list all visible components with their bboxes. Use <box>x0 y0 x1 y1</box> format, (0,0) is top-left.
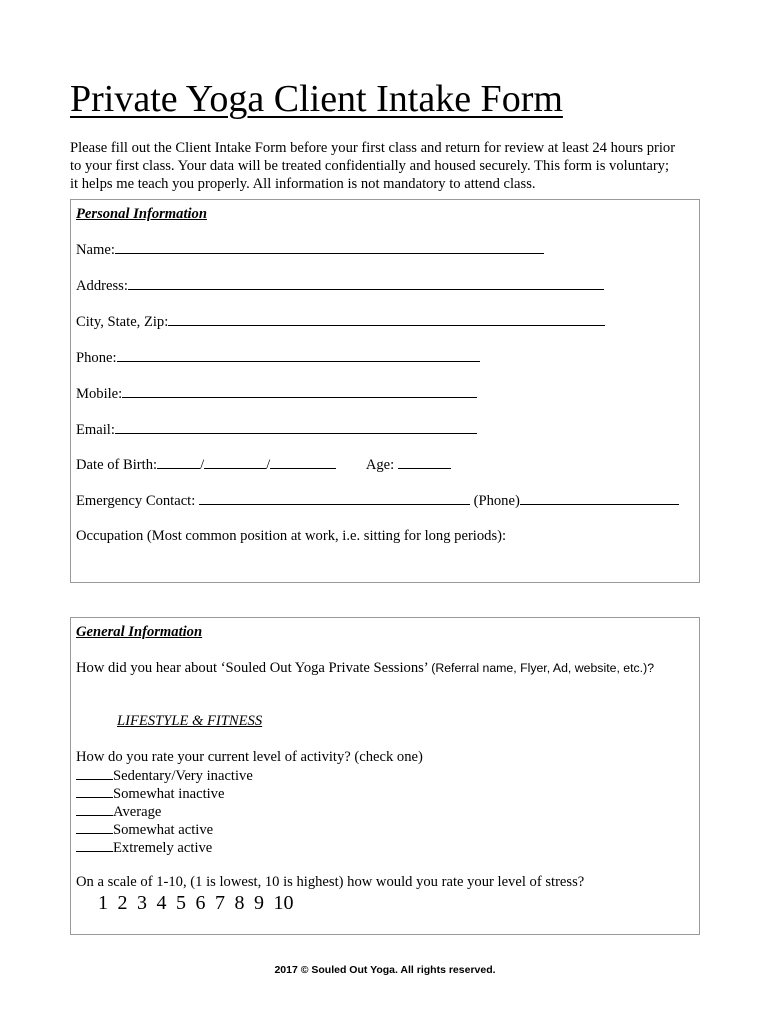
dob-month-field[interactable] <box>157 455 200 469</box>
intro-paragraph <box>70 139 710 193</box>
activity-checkbox[interactable] <box>76 838 113 852</box>
name-label: Name: <box>76 242 115 258</box>
address-row <box>76 276 604 295</box>
mobile-label: Mobile: <box>76 386 123 402</box>
activity-checkbox[interactable] <box>76 820 113 834</box>
referral-question-text: How did you hear about ‘Souled Out Yoga Private Sessions’ <box>76 660 428 676</box>
activity-checkbox[interactable] <box>76 784 113 798</box>
activity-checkbox[interactable] <box>76 766 113 780</box>
general-information-section <box>70 617 700 935</box>
dob-separator: / <box>200 457 205 473</box>
activity-option[interactable] <box>76 766 253 785</box>
personal-information-heading: Personal Information <box>76 206 207 222</box>
email-field[interactable] <box>115 420 477 434</box>
stress-scale-option[interactable]: 4 <box>156 892 167 914</box>
copyright-footer: 2017 © Souled Out Yoga. All rights reserved. <box>274 964 496 976</box>
activity-option-label: Average <box>113 804 162 820</box>
activity-checkbox[interactable] <box>76 802 113 816</box>
lifestyle-fitness-heading: LIFESTYLE & FITNESS <box>117 713 263 729</box>
mobile-field[interactable] <box>122 384 477 398</box>
activity-option[interactable] <box>76 820 213 839</box>
dob-label: Date of Birth: <box>76 457 158 473</box>
page-title: Private Yoga Client Intake Form <box>70 78 563 120</box>
activity-question: How do you rate your current level of activity? (check one) <box>76 749 423 765</box>
activity-option[interactable] <box>76 838 212 857</box>
intro-line: it helps me teach you properly. All information is not mandatory to attend class. <box>70 176 536 192</box>
activity-option-label: Somewhat active <box>113 822 214 838</box>
stress-scale-option[interactable]: 10 <box>273 892 294 914</box>
stress-scale <box>98 892 303 914</box>
stress-scale-option[interactable]: 6 <box>195 892 206 914</box>
activity-option[interactable] <box>76 784 224 803</box>
occupation-label: Occupation (Most common position at work, i.e. sitting for long periods): <box>76 528 507 544</box>
phone-label: Phone: <box>76 350 117 366</box>
stress-scale-option[interactable]: 8 <box>234 892 245 914</box>
stress-scale-option[interactable]: 1 <box>98 892 108 914</box>
age-field[interactable] <box>398 455 451 469</box>
city-state-zip-row <box>76 312 605 331</box>
intro-line: to your first class. Your data will be treated confidentially and housed securely. This form is voluntary; <box>70 158 670 174</box>
stress-scale-option[interactable]: 9 <box>254 892 264 914</box>
address-label: Address: <box>76 278 128 294</box>
phone-row <box>76 348 480 367</box>
personal-information-section <box>70 199 700 583</box>
referral-hint: (Referral name, Flyer, Ad, website, etc.)? <box>431 661 655 675</box>
activity-option-label: Somewhat inactive <box>113 786 225 802</box>
emergency-contact-field[interactable] <box>199 491 470 505</box>
general-information-heading: General Information <box>76 624 203 640</box>
dob-age-row <box>76 455 451 474</box>
referral-question <box>76 659 654 677</box>
mobile-row <box>76 384 477 403</box>
emergency-contact-label: Emergency Contact: <box>76 493 196 509</box>
stress-scale-option[interactable]: 3 <box>137 892 147 914</box>
dob-day-field[interactable] <box>204 455 266 469</box>
dob-separator: / <box>266 457 271 473</box>
activity-option-label: Extremely active <box>113 840 213 856</box>
city-state-zip-label: City, State, Zip: <box>76 314 169 330</box>
activity-option[interactable] <box>76 802 161 821</box>
activity-option-label: Sedentary/Very inactive <box>113 768 253 784</box>
city-state-zip-field[interactable] <box>168 312 605 326</box>
name-row <box>76 240 544 259</box>
email-label: Email: <box>76 422 115 438</box>
emergency-phone-field[interactable] <box>520 491 679 505</box>
address-field[interactable] <box>128 276 604 290</box>
emergency-contact-row <box>76 491 679 510</box>
name-field[interactable] <box>115 240 544 254</box>
email-row <box>76 420 477 439</box>
age-label: Age: <box>365 457 395 473</box>
intro-line: Please fill out the Client Intake Form before your first class and return for review at least 24 hours prior <box>70 140 676 156</box>
phone-field[interactable] <box>117 348 480 362</box>
emergency-phone-label: (Phone) <box>473 493 520 509</box>
stress-question: On a scale of 1-10, (1 is lowest, 10 is highest) how would you rate your level of stress? <box>76 874 585 890</box>
dob-year-field[interactable] <box>270 455 336 469</box>
stress-scale-option[interactable]: 5 <box>176 892 186 914</box>
stress-scale-option[interactable]: 2 <box>117 892 128 914</box>
stress-scale-option[interactable]: 7 <box>215 892 225 914</box>
